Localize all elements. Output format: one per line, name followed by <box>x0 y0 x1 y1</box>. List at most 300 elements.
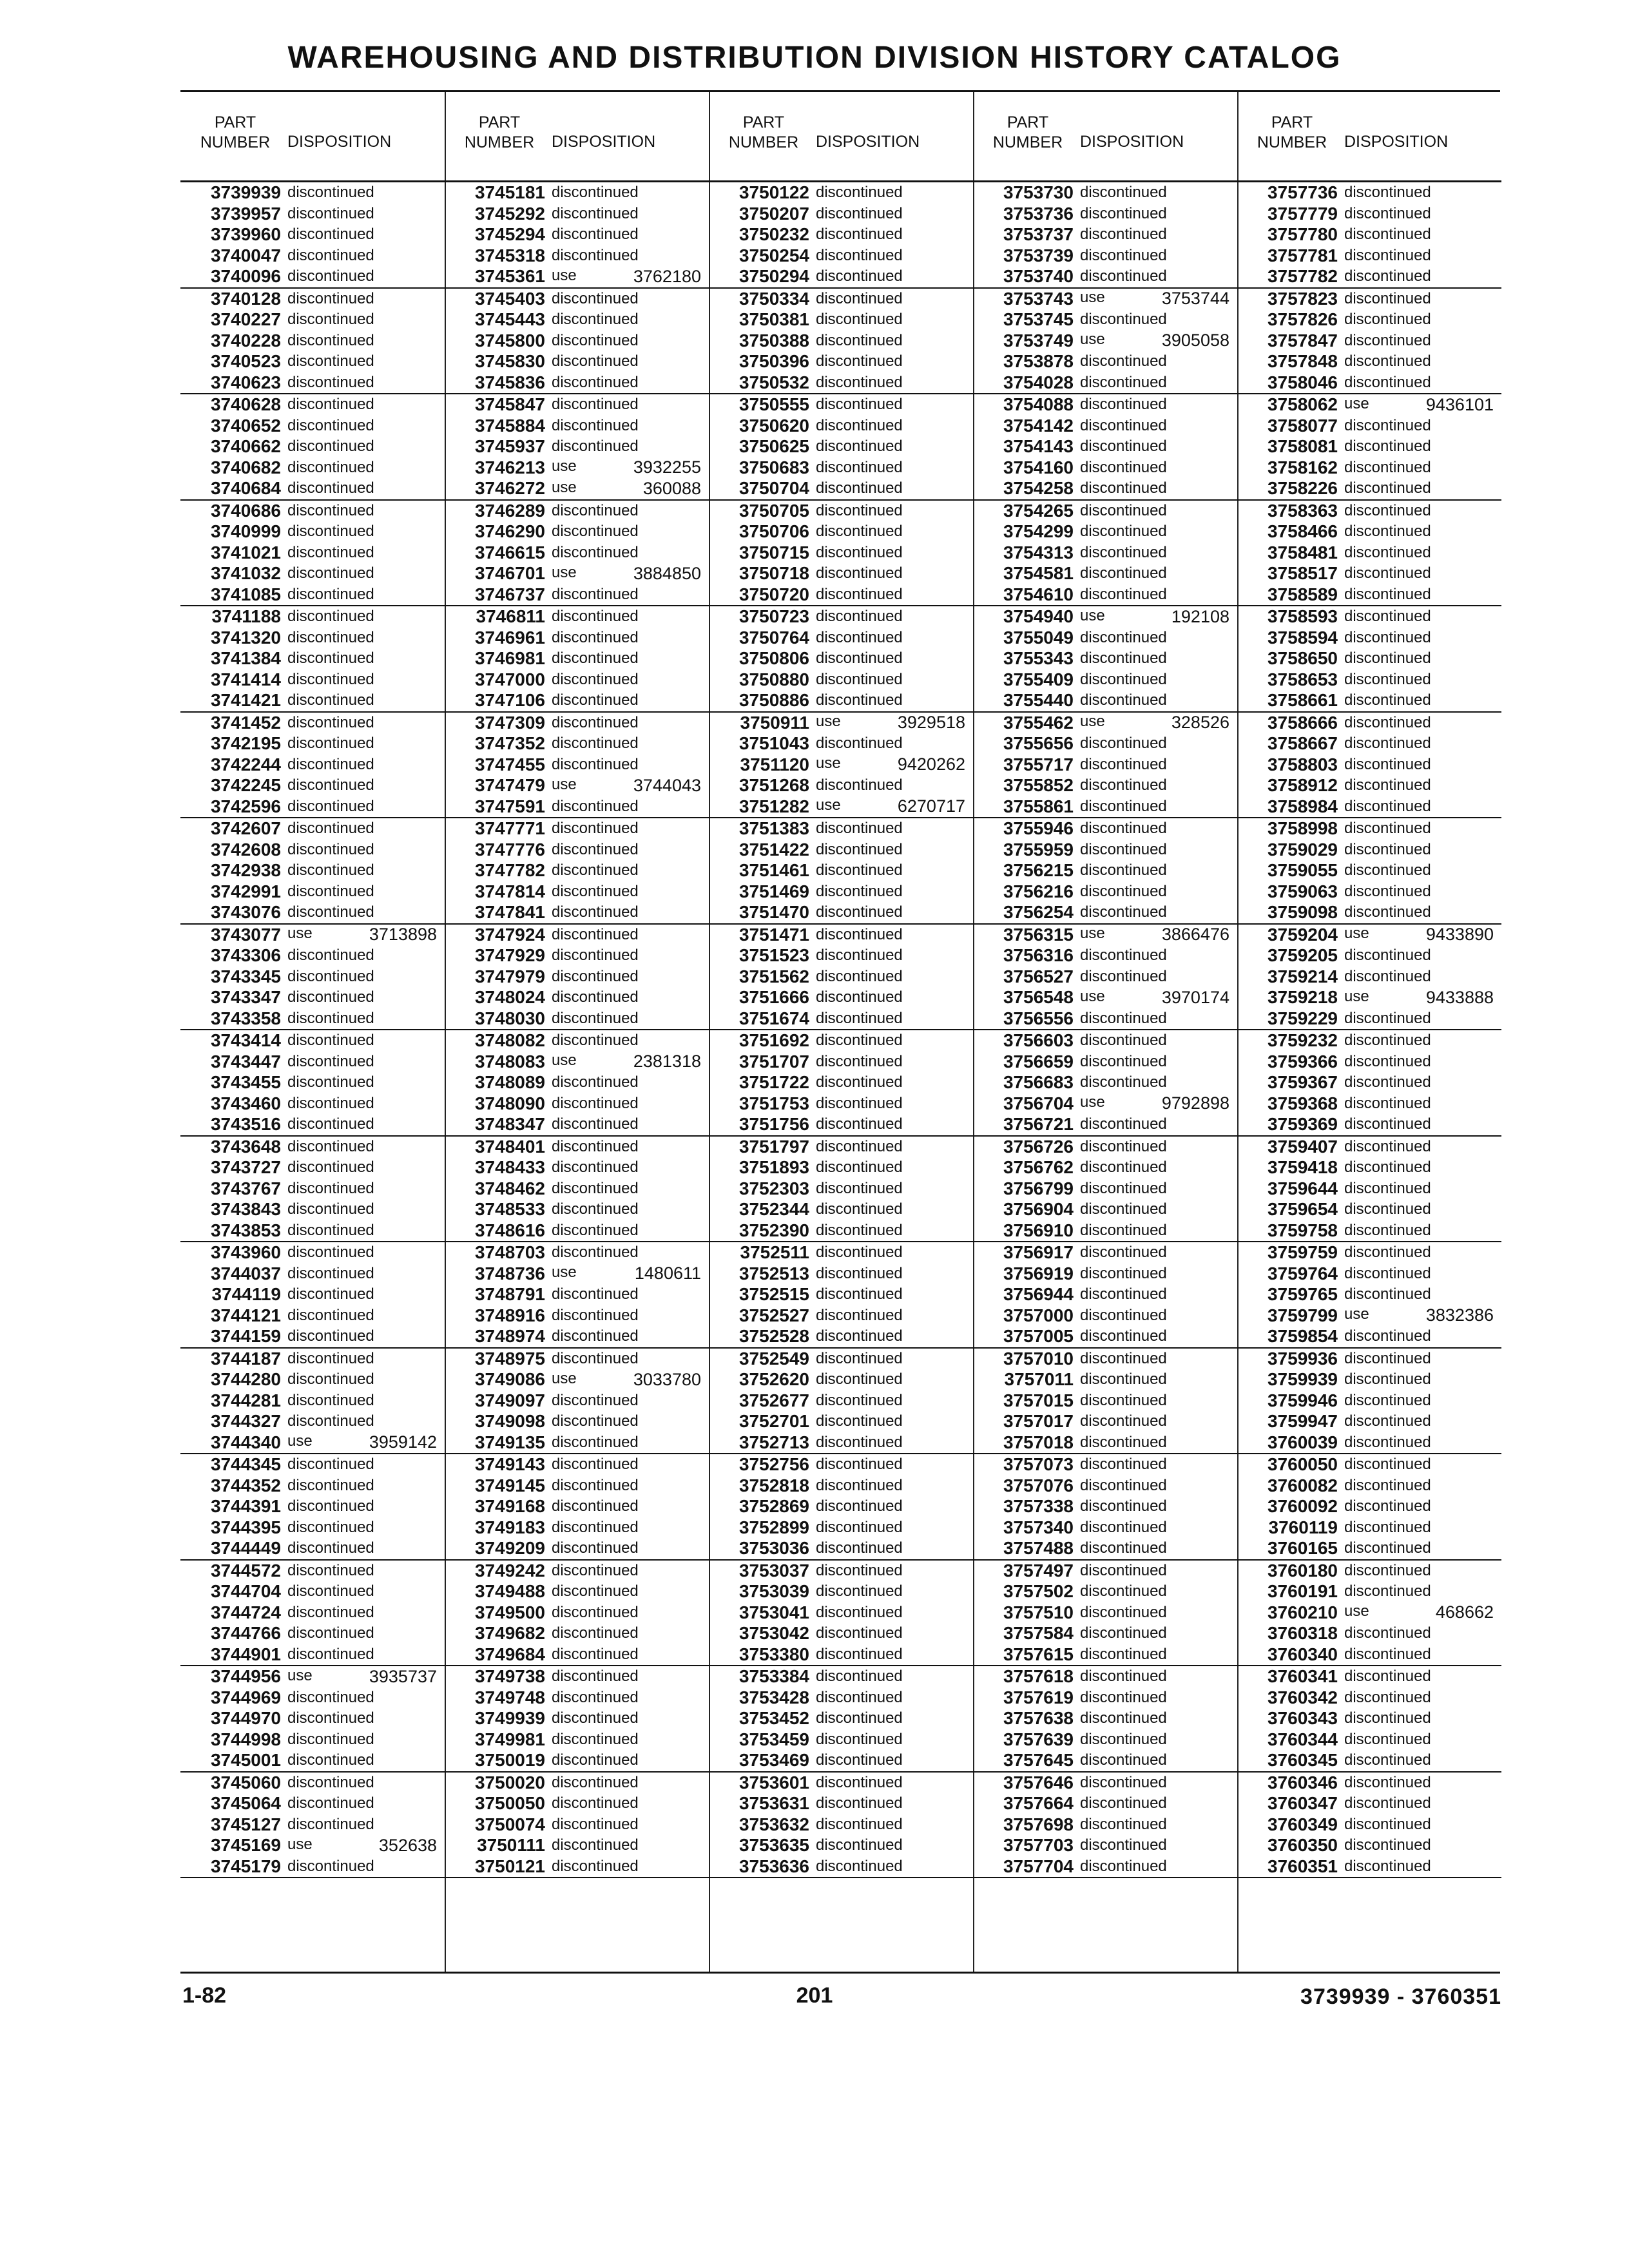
replacement-part-number: 2381318 <box>633 1052 701 1072</box>
disposition-text: use <box>1344 925 1369 943</box>
disposition <box>816 1138 973 1156</box>
disposition <box>552 1392 709 1410</box>
part-number: 3741320 <box>210 627 281 648</box>
catalog-row <box>180 1708 445 1729</box>
disposition-text: discontinued <box>287 1751 374 1769</box>
disposition-text: discontinued <box>1080 458 1167 476</box>
catalog-row <box>1237 628 1501 649</box>
catalog-row <box>973 1856 1237 1878</box>
part-number: 3747924 <box>474 924 545 945</box>
disposition-text: discontinued <box>552 1391 639 1409</box>
part-number: 3752513 <box>738 1263 809 1283</box>
disposition-text: discontinued <box>287 882 374 900</box>
part-number: 3757781 <box>1267 245 1338 265</box>
disposition-text: discontinued <box>287 331 374 349</box>
part-number: 3755409 <box>1003 669 1074 689</box>
disposition <box>1344 1285 1501 1303</box>
disposition-text: discontinued <box>287 311 374 329</box>
disposition <box>552 1222 709 1240</box>
part-number: 3754940 <box>1003 606 1074 627</box>
entry-group <box>445 713 709 819</box>
entry-group <box>709 1137 973 1243</box>
disposition <box>552 1858 709 1876</box>
part-number: 3756548 <box>1003 987 1074 1008</box>
disposition-text: use <box>816 713 841 731</box>
disposition-text: discontinued <box>816 311 903 329</box>
disposition-text: use <box>287 1835 313 1853</box>
part-number: 3757638 <box>1003 1708 1074 1729</box>
catalog-row <box>709 309 973 331</box>
catalog-row <box>709 1581 973 1602</box>
entry-group <box>709 1030 973 1137</box>
disposition <box>1344 459 1501 477</box>
catalog-row <box>1237 1008 1501 1030</box>
disposition-text: discontinued <box>552 373 639 391</box>
disposition-text: discontinued <box>552 1688 639 1706</box>
disposition-text: discontinued <box>816 882 903 900</box>
part-number: 3742991 <box>210 881 281 901</box>
part-number: 3749183 <box>474 1517 545 1537</box>
part-number: 3755959 <box>1003 839 1074 860</box>
disposition <box>816 564 973 582</box>
disposition-text: discontinued <box>552 649 639 668</box>
disposition-text: discontinued <box>287 1730 374 1748</box>
disposition <box>287 1751 445 1769</box>
disposition <box>1080 1180 1237 1198</box>
catalog-row <box>709 1729 973 1751</box>
entry-group <box>180 1561 445 1667</box>
disposition <box>1080 1858 1237 1876</box>
disposition-text: discontinued <box>552 691 639 709</box>
catalog-row <box>709 775 973 796</box>
disposition <box>816 1731 973 1749</box>
disposition-text: discontinued <box>1080 1221 1167 1239</box>
disposition <box>1080 331 1237 351</box>
catalog-row <box>1237 543 1501 564</box>
disposition <box>1344 1624 1501 1642</box>
disposition-text: discontinued <box>816 543 903 561</box>
disposition-text: discontinued <box>816 352 903 370</box>
catalog-row <box>445 1052 709 1073</box>
disposition-text: discontinued <box>552 820 639 838</box>
disposition-text: discontinued <box>287 1603 374 1621</box>
catalog-row <box>973 1729 1237 1751</box>
disposition-text: discontinued <box>552 1433 639 1451</box>
entry-group <box>709 1666 973 1773</box>
catalog-row <box>445 1708 709 1729</box>
part-number: 3749748 <box>474 1687 545 1707</box>
part-number: 3749981 <box>474 1729 545 1749</box>
disposition-text: discontinued <box>1344 1667 1431 1686</box>
catalog-row <box>445 606 709 628</box>
part-number: 3756910 <box>1003 1220 1074 1240</box>
part-number: 3750706 <box>738 521 809 542</box>
part-number: 3750232 <box>738 224 809 245</box>
disposition <box>1344 649 1501 668</box>
disposition <box>1080 1350 1237 1368</box>
disposition <box>816 629 973 647</box>
disposition-text: discontinued <box>287 1052 374 1070</box>
catalog-row <box>445 1242 709 1264</box>
catalog-row <box>445 1114 709 1135</box>
disposition-text: discontinued <box>1080 267 1167 285</box>
part-number: 3744187 <box>210 1348 281 1369</box>
disposition <box>816 1456 973 1474</box>
disposition <box>1344 1305 1501 1325</box>
catalog-row <box>445 1008 709 1030</box>
disposition <box>287 586 445 604</box>
catalog-row <box>445 1793 709 1814</box>
catalog-row <box>1237 1793 1501 1814</box>
disposition-text: discontinued <box>816 1221 903 1239</box>
disposition <box>816 968 973 986</box>
catalog-row <box>180 331 445 352</box>
catalog-row <box>445 416 709 437</box>
disposition <box>552 714 709 732</box>
disposition-text: discontinued <box>1080 1073 1167 1091</box>
catalog-row <box>180 245 445 267</box>
disposition <box>287 649 445 668</box>
disposition <box>552 437 709 456</box>
part-number: 3758517 <box>1267 563 1338 584</box>
disposition <box>552 756 709 774</box>
disposition-text: discontinued <box>816 1667 903 1686</box>
disposition-text: discontinued <box>1344 1349 1431 1367</box>
part-number: 3750911 <box>740 712 809 733</box>
disposition-text: discontinued <box>1344 1009 1431 1027</box>
disposition <box>287 352 445 370</box>
part-number: 3740047 <box>210 245 281 265</box>
replacement-part-number: 9433888 <box>1425 987 1494 1007</box>
catalog-row <box>973 1602 1237 1624</box>
part-number: 3745318 <box>474 245 545 265</box>
catalog-row <box>709 1623 973 1644</box>
catalog-row <box>180 289 445 310</box>
disposition-text: discontinued <box>1344 1815 1431 1833</box>
disposition <box>552 374 709 392</box>
part-number: 3741032 <box>210 563 281 584</box>
disposition <box>1080 1285 1237 1303</box>
part-number: 3751562 <box>738 966 809 986</box>
entry-group <box>1237 606 1501 713</box>
catalog-row <box>445 182 709 204</box>
part-number: 3760351 <box>1267 1856 1338 1876</box>
disposition <box>1080 1265 1237 1283</box>
disposition <box>552 1751 709 1769</box>
part-number: 3759939 <box>1267 1369 1338 1390</box>
part-number: 3751043 <box>738 733 809 754</box>
part-number: 3757826 <box>1267 309 1338 330</box>
catalog-row <box>973 1793 1237 1814</box>
disposition <box>1344 437 1501 456</box>
disposition-text: discontinued <box>816 1433 903 1451</box>
entry-group <box>180 289 445 395</box>
catalog-row <box>709 1687 973 1709</box>
disposition-text: discontinued <box>552 1200 639 1218</box>
part-number: 3742596 <box>210 796 281 816</box>
disposition-text: use <box>1080 1093 1105 1111</box>
part-number: 3752899 <box>738 1517 809 1537</box>
disposition <box>287 290 445 308</box>
part-number: 3751471 <box>738 924 809 945</box>
disposition-text: discontinued <box>287 1497 374 1515</box>
column-header <box>445 92 709 182</box>
disposition <box>816 1053 973 1071</box>
catalog-row <box>180 436 445 457</box>
disposition <box>816 1370 973 1389</box>
disposition <box>552 1562 709 1580</box>
disposition <box>1080 1497 1237 1515</box>
disposition <box>287 332 445 350</box>
disposition-text: discontinued <box>816 289 903 307</box>
part-number: 3750254 <box>738 245 809 265</box>
catalog-row <box>973 713 1237 734</box>
catalog-row <box>1237 840 1501 861</box>
disposition-text: discontinued <box>552 437 639 456</box>
disposition-text: discontinued <box>1080 1688 1167 1706</box>
replacement-part-number: 3753744 <box>1161 289 1229 309</box>
disposition <box>816 352 973 370</box>
part-number: 3751692 <box>738 1030 809 1051</box>
entry-group <box>973 1561 1237 1667</box>
disposition <box>1080 437 1237 456</box>
disposition <box>552 1774 709 1792</box>
disposition-text: discontinued <box>1080 967 1167 985</box>
catalog-row <box>1237 1856 1501 1878</box>
part-number: 3749209 <box>474 1538 545 1559</box>
catalog-row <box>1237 416 1501 437</box>
part-range: 3739939 - 3760351 <box>1300 1984 1501 2009</box>
part-number: 3750705 <box>738 500 809 521</box>
part-number: 3754313 <box>1003 542 1074 562</box>
catalog-row <box>180 521 445 543</box>
part-number: 3750806 <box>738 648 809 669</box>
catalog-row <box>973 860 1237 881</box>
catalog-row <box>1237 1561 1501 1582</box>
page-title: WAREHOUSING AND DISTRIBUTION DIVISION HISTORY CATALOG <box>287 41 1342 75</box>
catalog-row <box>445 584 709 606</box>
disposition-text: discontinued <box>1344 289 1431 307</box>
disposition-text: discontinued <box>1344 670 1431 688</box>
catalog-row <box>180 1729 445 1751</box>
disposition <box>1080 226 1237 244</box>
part-number: 3749143 <box>474 1454 545 1475</box>
catalog-row <box>973 1561 1237 1582</box>
disposition <box>816 1519 973 1537</box>
part-number: 3748791 <box>474 1284 545 1305</box>
bottom-rule <box>180 1972 1500 1974</box>
disposition-text: discontinued <box>552 1539 639 1557</box>
disposition-text: discontinued <box>816 1412 903 1430</box>
disposition <box>1344 1816 1501 1834</box>
disposition <box>552 1604 709 1622</box>
disposition <box>552 417 709 435</box>
catalog-row <box>1237 1137 1501 1158</box>
disposition <box>552 1158 709 1177</box>
part-number: 3744395 <box>210 1517 281 1537</box>
disposition-text: discontinued <box>1080 396 1167 414</box>
disposition <box>287 1265 445 1283</box>
disposition-text: use <box>552 478 577 496</box>
catalog-row <box>445 1475 709 1497</box>
replacement-part-number: 1480611 <box>634 1264 701 1283</box>
disposition-text: discontinued <box>287 755 374 773</box>
disposition-text: discontinued <box>1344 1794 1431 1812</box>
part-number: 3752756 <box>738 1454 809 1475</box>
disposition-text: discontinued <box>1344 1857 1431 1875</box>
part-number: 3748433 <box>474 1157 545 1178</box>
entry-group <box>1237 1773 1501 1879</box>
catalog-row <box>180 628 445 649</box>
disposition-text: use <box>1080 606 1105 624</box>
replacement-part-number: 328526 <box>1171 713 1229 733</box>
catalog-row <box>180 416 445 437</box>
part-number: 3752511 <box>740 1242 809 1263</box>
disposition <box>1080 1624 1237 1642</box>
part-number: 3754142 <box>1003 415 1074 436</box>
disposition <box>1080 1138 1237 1156</box>
entry-group <box>445 1666 709 1773</box>
disposition <box>552 1307 709 1325</box>
entry-group <box>1237 1454 1501 1561</box>
disposition <box>1344 841 1501 859</box>
disposition <box>816 459 973 477</box>
catalog-row <box>1237 1644 1501 1666</box>
catalog-row <box>1237 1326 1501 1347</box>
part-number: 3757340 <box>1003 1517 1074 1537</box>
disposition-text: discontinued <box>552 713 639 731</box>
part-number: 3745064 <box>210 1793 281 1814</box>
part-number: 3750020 <box>474 1772 545 1792</box>
disposition <box>816 586 973 604</box>
part-number: 3753469 <box>738 1750 809 1771</box>
disposition-text: discontinued <box>287 1370 374 1389</box>
disposition-text: discontinued <box>816 564 903 582</box>
catalog-row <box>180 204 445 225</box>
disposition-text: discontinued <box>1080 691 1167 709</box>
disposition-text: discontinued <box>287 1094 374 1112</box>
catalog-row <box>1237 1199 1501 1220</box>
catalog-row <box>445 563 709 584</box>
disposition <box>1344 1073 1501 1091</box>
catalog-row <box>1237 1814 1501 1836</box>
disposition-text: discontinued <box>287 1624 374 1642</box>
part-number: 3747771 <box>474 818 545 839</box>
disposition-text: discontinued <box>1344 311 1431 329</box>
disposition <box>1080 1327 1237 1345</box>
replacement-part-number: 3959142 <box>369 1432 437 1452</box>
disposition <box>287 1115 445 1133</box>
catalog-row <box>445 1390 709 1412</box>
disposition <box>552 629 709 647</box>
part-number: 3745800 <box>474 330 545 351</box>
catalog-row <box>1237 1305 1501 1327</box>
disposition-text: discontinued <box>1080 797 1167 815</box>
catalog-row <box>973 669 1237 691</box>
catalog-row <box>1237 1432 1501 1454</box>
disposition <box>287 523 445 541</box>
disposition <box>1080 735 1237 753</box>
catalog-row <box>445 818 709 840</box>
part-number: 3740096 <box>210 266 281 287</box>
disposition-text: use <box>816 796 841 814</box>
catalog-row <box>180 754 445 776</box>
part-number: 3759367 <box>1267 1072 1338 1093</box>
part-number: 3757847 <box>1267 330 1338 351</box>
replacement-part-number: 3970174 <box>1161 987 1229 1007</box>
disposition-text: discontinued <box>552 1730 639 1748</box>
part-number: 3748090 <box>474 1093 545 1113</box>
part-number: 3757646 <box>1003 1772 1074 1792</box>
disposition-text: discontinued <box>1344 331 1431 349</box>
disposition-text: discontinued <box>816 1815 903 1833</box>
disposition <box>1080 1604 1237 1622</box>
disposition-text: discontinued <box>816 840 903 858</box>
catalog-row <box>445 1814 709 1836</box>
catalog-row <box>709 840 973 861</box>
entry-group <box>1237 925 1501 1031</box>
disposition-text: discontinued <box>552 1349 639 1367</box>
part-number: 3750111 <box>477 1835 545 1856</box>
disposition <box>1080 1093 1237 1113</box>
entry-group <box>973 1242 1237 1349</box>
replacement-part-number: 3832386 <box>1425 1305 1494 1325</box>
part-number: 3750704 <box>738 478 809 499</box>
disposition <box>1080 1519 1237 1537</box>
catalog-row <box>445 754 709 776</box>
part-number: 3743358 <box>210 1008 281 1028</box>
catalog-row <box>445 1687 709 1709</box>
catalog-row <box>180 1666 445 1687</box>
disposition <box>816 1010 973 1028</box>
part-number: 3754581 <box>1003 563 1074 584</box>
part-number: 3753039 <box>738 1581 809 1602</box>
disposition-text: discontinued <box>552 755 639 773</box>
disposition-text: discontinued <box>287 1073 374 1091</box>
disposition <box>287 629 445 647</box>
disposition <box>1080 883 1237 901</box>
catalog-row <box>973 351 1237 372</box>
catalog-row <box>1237 1030 1501 1052</box>
disposition-text: discontinued <box>287 289 374 307</box>
disposition-text: discontinued <box>1080 1306 1167 1324</box>
catalog-row <box>1237 1708 1501 1729</box>
disposition-text: discontinued <box>816 1052 903 1070</box>
disposition <box>1344 1158 1501 1177</box>
entry-group <box>445 182 709 289</box>
disposition-text: use <box>1344 1602 1369 1620</box>
catalog-row <box>1237 1581 1501 1602</box>
catalog-row <box>973 182 1237 204</box>
disposition <box>287 459 445 477</box>
disposition <box>1080 1836 1237 1854</box>
disposition-text: discontinued <box>1080 1137 1167 1155</box>
disposition <box>1344 1477 1501 1495</box>
part-number: 3740227 <box>210 309 281 330</box>
catalog-row <box>1237 1242 1501 1264</box>
disposition <box>552 1010 709 1028</box>
disposition-text: discontinued <box>287 501 374 519</box>
disposition <box>816 1477 973 1495</box>
column-header <box>973 92 1237 182</box>
disposition <box>552 1836 709 1854</box>
catalog-row <box>1237 775 1501 796</box>
disposition <box>1344 1265 1501 1283</box>
disposition <box>1344 1794 1501 1812</box>
disposition <box>816 1244 973 1262</box>
part-number: 3760341 <box>1267 1666 1338 1687</box>
disposition-text: discontinued <box>1080 184 1167 202</box>
